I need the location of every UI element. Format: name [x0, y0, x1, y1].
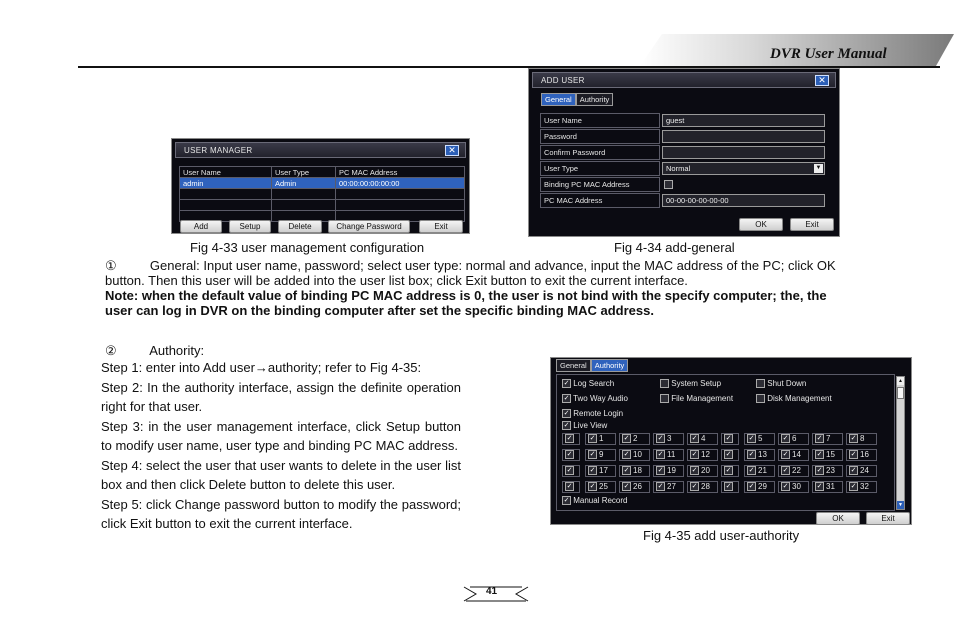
- form-row-password: [540, 129, 826, 145]
- channel-label: 22: [792, 466, 801, 475]
- field-label: User Type: [540, 161, 660, 176]
- dialog-title: USER MANAGER: [184, 146, 253, 155]
- check-icon: ✓: [566, 467, 573, 475]
- user-type-select[interactable]: [662, 162, 825, 175]
- field-label: Binding PC MAC Address: [540, 177, 660, 192]
- check-icon: ✓: [850, 451, 857, 459]
- channel-checkbox[interactable]: [812, 481, 843, 493]
- exit-button[interactable]: Exit: [866, 512, 910, 525]
- page-number: 41: [486, 586, 498, 597]
- option-label: Log Search: [573, 379, 615, 388]
- channel-checkbox[interactable]: [687, 481, 718, 493]
- table-row[interactable]: [180, 200, 465, 211]
- channel-checkbox[interactable]: [744, 481, 775, 493]
- channel-label: 17: [599, 466, 608, 475]
- channel-label: 19: [667, 466, 676, 475]
- channel-label: 25: [599, 482, 608, 491]
- option-label: Remote Login: [573, 409, 624, 418]
- dialog-title: ADD USER: [541, 76, 585, 85]
- chevron-down-icon: ▼: [815, 165, 822, 171]
- ok-button[interactable]: OK: [739, 218, 783, 231]
- live-view-option[interactable]: [562, 421, 607, 430]
- heading-text: Authority:: [149, 343, 205, 358]
- group-select-cell[interactable]: [721, 481, 739, 493]
- field-label: Confirm Password: [540, 145, 660, 160]
- step-text: Step 2: In the authority interface, assign the definite operation right for that user.: [101, 379, 461, 414]
- mac-address-input[interactable]: 00-00-00-00-00-00: [662, 194, 825, 207]
- channel-label: 2: [633, 434, 638, 443]
- form-row-user-name: [540, 113, 826, 129]
- check-icon: ✓: [725, 483, 732, 491]
- paragraph-text: General: Input user name, password; select user type: normal and advance, input the MAC address of the PC; click OK: [149, 258, 836, 273]
- channel-checkbox[interactable]: [778, 433, 809, 445]
- channel-label: 27: [667, 482, 676, 491]
- check-icon: ✓: [850, 467, 857, 475]
- channel-checkbox[interactable]: [653, 449, 684, 461]
- channel-checkbox[interactable]: [585, 433, 616, 445]
- channel-label: 11: [667, 450, 676, 459]
- dialog-title-bar: [532, 72, 836, 88]
- channel-checkbox[interactable]: [846, 433, 877, 445]
- row-select-all-cell[interactable]: [562, 465, 580, 477]
- field-label: Password: [540, 129, 660, 144]
- table-row[interactable]: [180, 189, 465, 200]
- check-icon: ✓: [782, 451, 789, 459]
- check-icon: ✓: [589, 483, 596, 491]
- steps-list: [101, 358, 461, 534]
- note-text: Note: when the default value of binding PC MAC address is 0, the user is not bind with the specify computer; the, the: [105, 288, 827, 303]
- channel-label: 15: [826, 450, 835, 459]
- option-label: File Management: [671, 394, 734, 403]
- tab-bar: [541, 93, 613, 106]
- checkbox-icon: [756, 379, 765, 388]
- channel-label: 7: [826, 434, 831, 443]
- check-icon: ✓: [657, 451, 664, 459]
- tab-general[interactable]: General: [556, 359, 591, 372]
- row-select-all-cell[interactable]: [562, 449, 580, 461]
- check-icon: ✓: [816, 483, 823, 491]
- two-way-audio-option[interactable]: [562, 394, 628, 403]
- form-row-mac: [540, 193, 826, 209]
- channel-checkbox[interactable]: [619, 481, 650, 493]
- channel-label: 21: [758, 466, 767, 475]
- channel-checkbox[interactable]: [585, 481, 616, 493]
- checkbox-icon: [756, 394, 765, 403]
- channel-checkbox[interactable]: [846, 481, 877, 493]
- check-icon: ✓: [725, 451, 732, 459]
- exit-button[interactable]: Exit: [790, 218, 834, 231]
- check-icon: ✓: [563, 422, 570, 430]
- channel-label: 31: [826, 482, 835, 491]
- option-label: Manual Record: [573, 496, 628, 505]
- channel-checkbox[interactable]: [846, 465, 877, 477]
- remote-login-option[interactable]: [562, 409, 623, 418]
- option-label: Disk Management: [767, 394, 832, 403]
- check-icon: ✓: [563, 497, 570, 505]
- channel-label: 28: [701, 482, 710, 491]
- field-label: PC MAC Address: [540, 193, 660, 208]
- form-row-binding-mac: [540, 177, 826, 193]
- channel-checkbox[interactable]: [653, 481, 684, 493]
- channel-checkbox[interactable]: [778, 465, 809, 477]
- table-row[interactable]: [180, 178, 465, 189]
- field-label: User Name: [540, 113, 660, 128]
- channel-label: 18: [633, 466, 642, 475]
- tab-authority[interactable]: Authority: [576, 93, 614, 106]
- check-icon: ✓: [589, 467, 596, 475]
- table-header-row: [180, 167, 465, 178]
- password-input[interactable]: [662, 130, 825, 143]
- add-button[interactable]: Add: [180, 220, 222, 233]
- shut-down-option[interactable]: [756, 379, 806, 388]
- check-icon: ✓: [782, 435, 789, 443]
- step-text: Step 4: select the user that user wants to delete in the user list box and then click Delete button to delete this user.: [101, 457, 461, 492]
- step-text: Step 1: enter into Add user→authority; refer to Fig 4-35:: [101, 360, 422, 375]
- scroll-down-icon[interactable]: ▼: [898, 502, 903, 508]
- check-icon: ✓: [657, 467, 664, 475]
- close-icon[interactable]: ✕: [445, 145, 459, 156]
- channel-label: 16: [860, 450, 869, 459]
- check-icon: ✓: [657, 435, 664, 443]
- check-icon: ✓: [816, 451, 823, 459]
- check-icon: ✓: [816, 435, 823, 443]
- dialog-title-bar: [175, 142, 466, 158]
- channel-label: 1: [599, 434, 604, 443]
- channel-checkbox[interactable]: [619, 465, 650, 477]
- check-icon: ✓: [782, 483, 789, 491]
- check-icon: ✓: [850, 483, 857, 491]
- check-icon: ✓: [657, 483, 664, 491]
- check-icon: ✓: [589, 435, 596, 443]
- channel-label: 20: [701, 466, 710, 475]
- authority-dialog: [550, 357, 912, 525]
- setup-button[interactable]: Setup: [229, 220, 271, 233]
- log-search-option[interactable]: [562, 379, 614, 388]
- exit-button[interactable]: Exit: [419, 220, 463, 233]
- check-icon: ✓: [566, 435, 573, 443]
- check-icon: ✓: [782, 467, 789, 475]
- group-select-cell[interactable]: [721, 449, 739, 461]
- binding-mac-checkbox[interactable]: [664, 180, 673, 189]
- scroll-thumb[interactable]: [897, 387, 904, 399]
- channel-label: 4: [701, 434, 706, 443]
- column-header: User Name: [180, 167, 272, 178]
- cell-mac: 00:00:00:00:00:00: [336, 178, 465, 189]
- column-header: PC MAC Address: [336, 167, 465, 178]
- channel-label: 3: [667, 434, 672, 443]
- tab-general[interactable]: General: [541, 93, 576, 106]
- channel-checkbox[interactable]: [778, 449, 809, 461]
- channel-label: 6: [792, 434, 797, 443]
- channel-checkbox[interactable]: [744, 449, 775, 461]
- channel-checkbox[interactable]: [846, 449, 877, 461]
- check-icon: ✓: [623, 435, 630, 443]
- ok-button[interactable]: OK: [816, 512, 860, 525]
- channel-checkbox[interactable]: [653, 433, 684, 445]
- list-marker: ①: [105, 258, 117, 273]
- check-icon: ✓: [563, 395, 570, 403]
- delete-button[interactable]: Delete: [278, 220, 322, 233]
- channel-label: 30: [792, 482, 801, 491]
- channel-checkbox[interactable]: [619, 433, 650, 445]
- check-icon: ✓: [748, 435, 755, 443]
- channel-label: 23: [826, 466, 835, 475]
- checkbox-icon: [660, 394, 669, 403]
- general-paragraph: [105, 258, 915, 318]
- channel-checkbox[interactable]: [687, 433, 718, 445]
- channel-checkbox[interactable]: [653, 465, 684, 477]
- option-label: Shut Down: [767, 379, 807, 388]
- check-icon: ✓: [563, 380, 570, 388]
- option-label: System Setup: [671, 379, 722, 388]
- check-icon: ✓: [566, 483, 573, 491]
- system-setup-option[interactable]: [660, 379, 721, 388]
- channel-label: 14: [792, 450, 801, 459]
- manual-record-option[interactable]: [562, 496, 627, 505]
- tab-bar: [556, 359, 628, 372]
- row-select-all-cell[interactable]: [562, 481, 580, 493]
- channel-checkbox[interactable]: [812, 433, 843, 445]
- check-icon: ✓: [691, 483, 698, 491]
- channel-label: 26: [633, 482, 642, 491]
- scroll-up-icon[interactable]: ▲: [898, 378, 903, 384]
- channel-checkbox[interactable]: [812, 465, 843, 477]
- channel-label: 5: [758, 434, 763, 443]
- channel-checkbox[interactable]: [619, 449, 650, 461]
- option-label: Two Way Audio: [573, 394, 628, 403]
- form-row-user-type: [540, 161, 826, 177]
- form-row-confirm-password: [540, 145, 826, 161]
- change-password-button[interactable]: Change Password: [328, 220, 410, 233]
- check-icon: ✓: [748, 451, 755, 459]
- check-icon: ✓: [850, 435, 857, 443]
- channel-checkbox[interactable]: [687, 449, 718, 461]
- cell-user-name: admin: [180, 178, 272, 189]
- file-management-option[interactable]: [660, 394, 733, 403]
- channel-checkbox[interactable]: [744, 433, 775, 445]
- check-icon: ✓: [725, 467, 732, 475]
- check-icon: ✓: [623, 467, 630, 475]
- check-icon: ✓: [691, 451, 698, 459]
- channel-label: 13: [758, 450, 767, 459]
- check-icon: ✓: [589, 451, 596, 459]
- close-icon[interactable]: ✕: [815, 75, 829, 86]
- channel-checkbox[interactable]: [585, 465, 616, 477]
- channel-checkbox[interactable]: [585, 449, 616, 461]
- group-select-cell[interactable]: [721, 433, 739, 445]
- check-icon: ✓: [748, 467, 755, 475]
- step-text: Step 3: in the user management interface, click Setup button to modify user name, user type and binding PC MAC address.: [101, 418, 461, 453]
- row-select-all-cell[interactable]: [562, 433, 580, 445]
- channel-label: 8: [860, 434, 865, 443]
- channel-checkbox[interactable]: [778, 481, 809, 493]
- disk-management-option[interactable]: [756, 394, 832, 403]
- channel-checkbox[interactable]: [812, 449, 843, 461]
- check-icon: ✓: [725, 435, 732, 443]
- check-icon: ✓: [748, 483, 755, 491]
- paragraph-text: button. Then this user will be added into the user list box; click Exit button to exit the current interface.: [105, 273, 688, 288]
- note-text: user can log in DVR on the binding computer after set the specific binding MAC address.: [105, 303, 654, 318]
- column-header: User Type: [272, 167, 336, 178]
- check-icon: ✓: [816, 467, 823, 475]
- step-text: Step 5: click Change password button to modify the password; click Exit button to exit the current interface.: [101, 496, 461, 531]
- user-type-value: Normal: [666, 164, 691, 173]
- add-user-dialog: [528, 68, 840, 237]
- figure-caption: Fig 4-33 user management configuration: [190, 240, 425, 255]
- check-icon: ✓: [691, 467, 698, 475]
- channel-checkbox[interactable]: [744, 465, 775, 477]
- user-list-table: [179, 166, 465, 222]
- channel-label: 24: [860, 466, 869, 475]
- channel-label: 32: [860, 482, 869, 491]
- check-icon: ✓: [566, 451, 573, 459]
- user-manager-dialog: [171, 138, 470, 234]
- channel-label: 10: [633, 450, 642, 459]
- list-marker: ②: [105, 343, 117, 358]
- channel-checkbox[interactable]: [687, 465, 718, 477]
- option-label: Live View: [573, 421, 608, 430]
- check-icon: ✓: [623, 483, 630, 491]
- check-icon: ✓: [691, 435, 698, 443]
- scrollbar[interactable]: [896, 376, 905, 510]
- user-name-input[interactable]: guest: [662, 114, 825, 127]
- group-select-cell[interactable]: [721, 465, 739, 477]
- tab-authority[interactable]: Authority: [591, 359, 629, 372]
- figure-caption: Fig 4-35 add user-authority: [643, 528, 800, 543]
- channel-label: 29: [758, 482, 767, 491]
- figure-caption: Fig 4-34 add-general: [614, 240, 735, 255]
- authority-heading: [105, 343, 204, 358]
- check-icon: ✓: [563, 410, 570, 418]
- manual-title: DVR User Manual: [770, 46, 887, 62]
- cell-user-type: Admin: [272, 178, 336, 189]
- check-icon: ✓: [623, 451, 630, 459]
- checkbox-icon: [660, 379, 669, 388]
- channel-label: 12: [701, 450, 710, 459]
- confirm-password-input[interactable]: [662, 146, 825, 159]
- channel-label: 9: [599, 450, 604, 459]
